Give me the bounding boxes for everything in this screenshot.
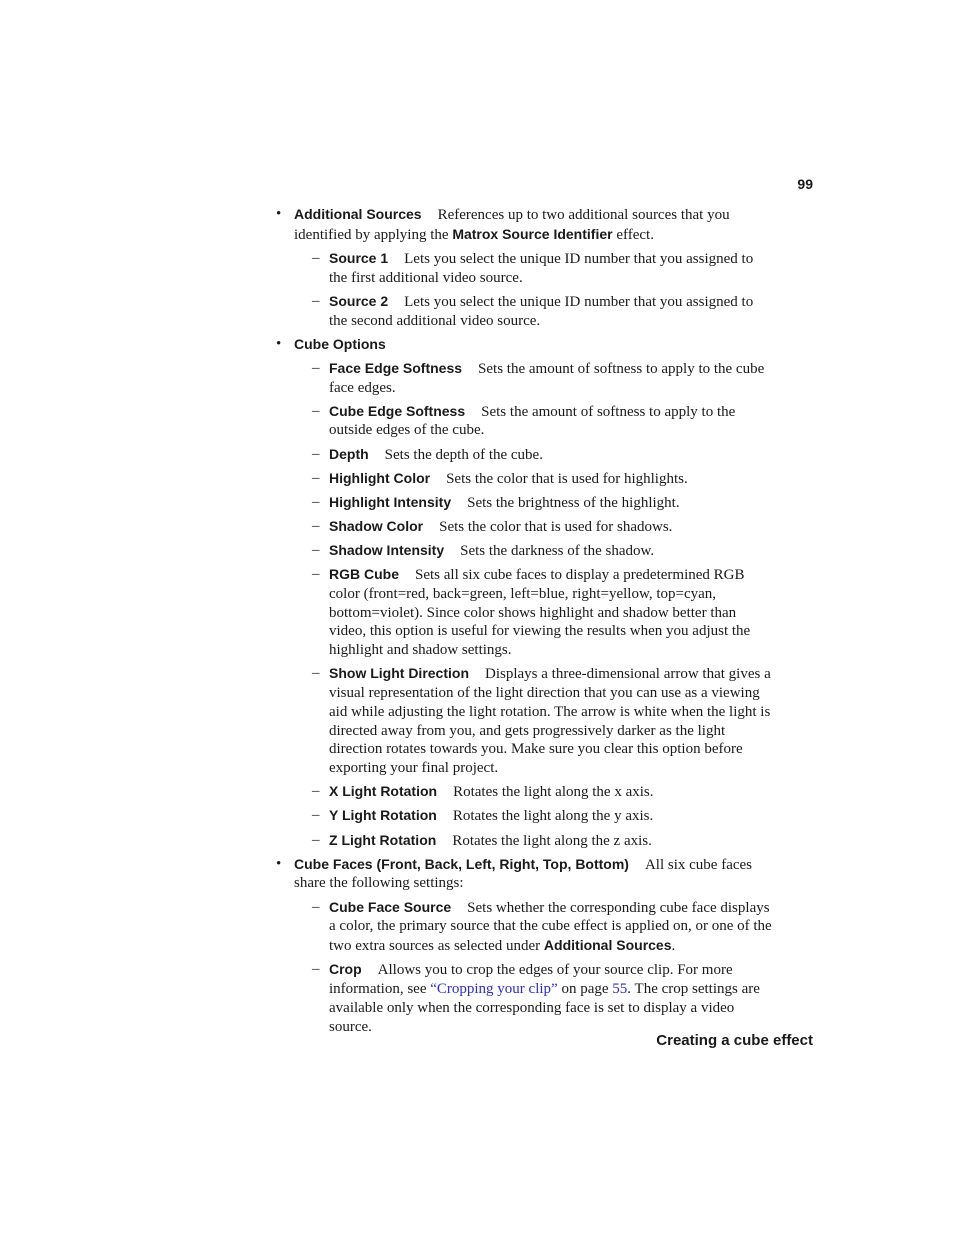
dash-marker: – <box>312 359 320 376</box>
sublist-cube-options <box>294 359 772 851</box>
term-source-1: Source 1 <box>329 249 389 266</box>
term-cube-edge-softness: Cube Edge Softness <box>329 402 466 419</box>
dash-marker: – <box>312 783 320 800</box>
description-text: Lets you select the unique ID number that you assigned to the second additional video source. <box>329 293 754 329</box>
dash-marker: – <box>312 292 320 309</box>
dash-marker: – <box>312 807 320 824</box>
page-number: 99 <box>797 176 813 192</box>
footer-section-title: Creating a cube effect <box>656 1032 813 1049</box>
description-text: . The crop settings are available only when the corresponding face is set to display a video source. <box>329 981 760 1035</box>
list-item-source-1 <box>294 249 772 288</box>
term-additional-sources: Additional Sources <box>294 206 422 222</box>
description-text: Sets whether the corresponding cube face displays a color, the primary source that the cube effect is applied on, or one of the two extra sources as selected under <box>329 899 772 955</box>
description-text: Sets the amount of softness to apply to the cube face edges. <box>329 360 765 396</box>
term-x-light-rotation: X Light Rotation <box>329 783 438 800</box>
term-face-edge-softness: Face Edge Softness <box>329 359 463 376</box>
description-text: Sets all six cube faces to display a predetermined RGB color (front=red, back=green, left=blue, right=yellow, top=cyan, bottom=violet). Since color shows highlight and shadow better than video, this option is useful for viewing the results when you adjust the highlight and shadow settings. <box>329 567 751 659</box>
description-text: References up to two additional sources that you identified by applying the <box>294 207 730 243</box>
dash-marker: – <box>312 445 320 462</box>
term-rgb-cube: RGB Cube <box>329 566 399 583</box>
list-item-shadow-intensity <box>294 541 772 561</box>
sublist-additional-sources <box>294 249 772 330</box>
term-crop: Crop <box>329 961 362 978</box>
list-item-y-light-rotation <box>294 806 772 826</box>
term-shadow-color: Shadow Color <box>329 517 424 534</box>
description-text: Sets the amount of softness to apply to the outside edges of the cube. <box>329 403 736 439</box>
dash-marker: – <box>312 665 320 682</box>
description-text: Displays a three-dimensional arrow that gives a visual representation of the light direction that you can use as a viewing aid while adjusting the light rotation. The arrow is white when the light is directed away from you, and gets progressively darker as the light direction rotates towards you. Make sure you clear this option before exporting your final project. <box>329 666 771 777</box>
inline-term-additional-sources: Additional Sources <box>543 937 672 954</box>
description-text: All six cube faces share the following settings: <box>294 856 753 892</box>
list-item-shadow-color <box>294 517 772 537</box>
list-item-z-light-rotation <box>294 831 772 851</box>
document-body <box>276 205 772 1041</box>
description-text: Allows you to crop the edges of your source clip. For more information, see <box>329 962 733 998</box>
description-text: Sets the depth of the cube. <box>384 446 543 463</box>
link-page-55[interactable]: 55 <box>612 981 628 998</box>
term-y-light-rotation: Y Light Rotation <box>329 807 437 824</box>
dash-marker: – <box>312 402 320 419</box>
dash-marker: – <box>312 517 320 534</box>
inline-term-matrox-source-identifier: Matrox Source Identifier <box>452 225 613 242</box>
list-item-x-light-rotation <box>294 782 772 802</box>
dash-marker: – <box>312 566 320 583</box>
sublist-cube-faces <box>294 898 772 1037</box>
term-show-light-direction: Show Light Direction <box>329 665 469 682</box>
dash-marker: – <box>312 469 320 486</box>
list-item-rgb-cube <box>294 565 772 660</box>
description-text: Rotates the light along the x axis. <box>453 784 654 801</box>
term-cube-face-source: Cube Face Source <box>329 898 452 915</box>
dash-marker: – <box>312 249 320 266</box>
description-text: Sets the darkness of the shadow. <box>460 542 655 559</box>
description-text: Sets the color that is used for shadows. <box>439 518 673 535</box>
description-text: Rotates the light along the y axis. <box>452 808 654 825</box>
list-item-depth <box>294 445 772 465</box>
description-text: Lets you select the unique ID number that you assigned to the first additional video source. <box>329 250 754 286</box>
dash-marker: – <box>312 541 320 558</box>
dash-marker: – <box>312 493 320 510</box>
term-highlight-color: Highlight Color <box>329 469 431 486</box>
bullet-cube-faces <box>276 855 772 1037</box>
description-text: Sets the brightness of the highlight. <box>467 494 680 511</box>
term-cube-options: Cube Options <box>294 335 386 352</box>
term-depth: Depth <box>329 445 369 462</box>
description-text: Sets the color that is used for highlights. <box>446 470 688 487</box>
description-text: Rotates the light along the z axis. <box>452 832 652 849</box>
list-item-show-light-direction <box>294 664 772 778</box>
bullet-marker: • <box>276 206 282 222</box>
list-item-face-edge-softness <box>294 359 772 398</box>
list-item-highlight-color <box>294 469 772 489</box>
bullet-marker: • <box>276 855 282 872</box>
bullet-marker: • <box>276 335 282 352</box>
dash-marker: – <box>312 961 320 978</box>
dash-marker: – <box>312 831 320 848</box>
dash-marker: – <box>312 898 320 915</box>
description-text: effect. <box>612 226 654 243</box>
link-cropping-your-clip[interactable]: “Cropping your clip” <box>430 981 558 998</box>
list-item-source-2 <box>294 292 772 331</box>
list-item-crop <box>294 960 772 1036</box>
term-cube-faces: Cube Faces (Front, Back, Left, Right, Top, Bottom) <box>294 855 629 872</box>
description-text: on page <box>557 981 613 998</box>
description-text: . <box>671 938 676 955</box>
bullet-cube-options <box>276 335 772 851</box>
bullet-additional-sources <box>276 205 772 330</box>
term-highlight-intensity: Highlight Intensity <box>329 493 452 510</box>
list-item-cube-edge-softness <box>294 402 772 441</box>
term-source-2: Source 2 <box>329 292 389 309</box>
list-item-cube-face-source <box>294 898 772 956</box>
term-shadow-intensity: Shadow Intensity <box>329 541 445 558</box>
term-z-light-rotation: Z Light Rotation <box>329 831 437 848</box>
list-item-highlight-intensity <box>294 493 772 513</box>
